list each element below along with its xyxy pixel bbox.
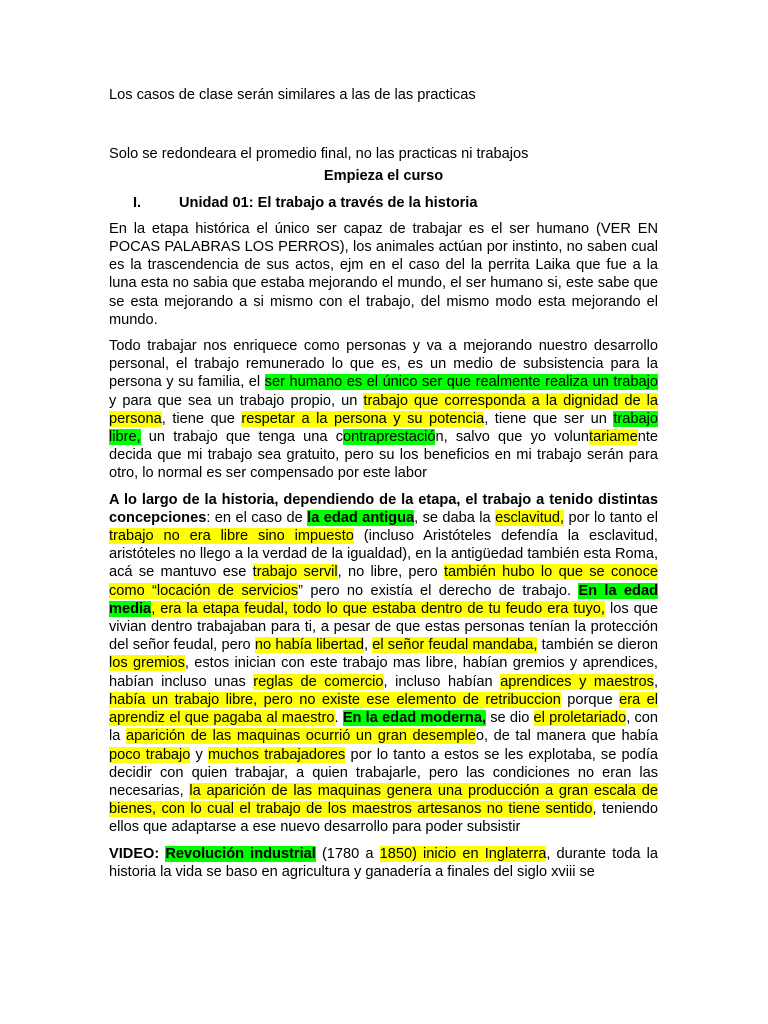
paragraph-4 [109, 845, 658, 881]
highlight-yellow: reglas de comercio [253, 673, 384, 690]
highlight-yellow: respetar a la persona y su potencia [241, 410, 485, 427]
text-run: A lo largo de la historia, dependiendo de la etapa, el trabajo a tenido distintas concepciones [109, 491, 658, 526]
text-run: también se dieron [537, 637, 658, 654]
unit-number: I. [133, 194, 142, 211]
text-run: un trabajo que tenga una c [140, 429, 343, 446]
highlight-yellow: aparición de las maquinas ocurrió un gran desemple [125, 728, 476, 745]
highlight-yellow: aprendices y maestros [500, 673, 654, 690]
highlight-green: Revolución industrial [165, 845, 316, 862]
text-run: , estos inician con este trabajo mas libre, habían gremios y aprendices, habían incluso unas [109, 655, 658, 690]
highlight-yellow: poco trabajo [109, 746, 191, 763]
highlight-green: trabajo libre, [109, 410, 658, 446]
document-page [109, 76, 658, 881]
text-run: por lo tanto a estos se les explotaba, se podía decidir con quien trabajar, a quien trabajarle, pero las condiciones no eran las necesarias, [109, 746, 658, 799]
highlight-yellow: esclavitud, [495, 509, 565, 526]
highlight-green: ontraprestació [343, 429, 436, 446]
text-run: nte decida que mi trabajo sea gratuito, pero su los beneficios en mi trabajo serán para otro, lo normal es ser compensado por este labor [109, 429, 658, 482]
highlight-yellow: no había libertad [254, 637, 364, 654]
text-run: (incluso Aristóteles defendía la esclavitud, aristóteles no llego a la verdad de la igualdad), en la antigüedad también esta Roma, acá se mantuvo ese [109, 528, 658, 581]
text-run: , con la [109, 710, 658, 745]
highlight-yellow: trabajo servil [252, 564, 338, 581]
text-run: se dio [486, 710, 534, 727]
highlight-yellow: el señor feudal mandaba, [372, 637, 538, 654]
paragraph-2 [109, 337, 658, 483]
text-run: o, de tal manera que había [475, 728, 658, 745]
highlight-yellow: también hubo lo que se conoce como “locación de servicios [109, 564, 659, 599]
text-run: y [190, 746, 208, 763]
text-run: , incluso habían [383, 673, 501, 690]
text-run: . [334, 710, 343, 727]
highlight-green: En la edad media [109, 582, 658, 617]
unit-title: Unidad 01: El trabajo a través de la historia [179, 194, 478, 211]
text-run: , tiene que [161, 410, 242, 427]
text-run: : en el caso de [206, 509, 308, 526]
text-run: por lo tanto el [564, 509, 658, 526]
highlight-green: ser humano es el único ser que realmente realiza un trabajo [264, 374, 658, 391]
highlight-yellow: la aparición de las maquinas genera una producción a gran escala de bienes, con lo cual el trabajo de los maestros artesanos no tiene sentido [109, 782, 658, 818]
highlight-yellow: 1850) inicio en Inglaterra [379, 845, 547, 862]
text-run: , tiene que ser un [484, 410, 614, 427]
text-run: y para que sea un trabajo propio, un [109, 392, 364, 409]
highlight-yellow: era el aprendiz el que pagaba al maestro [109, 691, 658, 727]
highlight-yellow: trabajo no era libre sino impuesto [109, 528, 354, 545]
text-run: ” pero no existía el derecho de trabajo. [298, 582, 579, 599]
highlight-yellow: los gremios [109, 655, 185, 672]
text-run: , teniendo ellos que adaptarse a ese nuevo desarrollo para poder subsistir [109, 801, 658, 836]
highlight-green: la edad antigua [307, 509, 415, 526]
text-run: porque [560, 691, 620, 708]
text-run: Todo trabajar nos enriquece como personas y va a mejorando nuestro desarrollo personal, el trabajo remunerado lo que es, es un medio de subsistencia para la persona y su familia, el [109, 338, 658, 391]
intro-line-2: Solo se redondeara el promedio final, no las practicas ni trabajos [109, 146, 529, 163]
highlight-green: En la edad moderna, [342, 710, 487, 727]
highlight-yellow: el proletariado [533, 710, 627, 727]
intro-line-1: Los casos de clase serán similares a las de las practicas [109, 87, 476, 103]
unit-heading [109, 194, 658, 212]
text-run: , se daba la [414, 509, 496, 526]
text-run: (1780 a [315, 845, 380, 862]
highlight-yellow: trabajo que corresponda a la dignidad de la persona [109, 392, 658, 427]
text-run: n, salvo que yo volun [435, 429, 590, 446]
paragraph-1: En la etapa histórica el único ser capaz de trabajar es el ser humano (VER EN POCAS PALABRAS LOS PERROS), los animales actúan por instinto, no saben cual es la trascendencia de sus actos, ejm en el caso del la perrita Laika que fue a la luna esta no sabia que estaba mejorando el mundo, el ser humano si, este sabe que se esta mejorando a si mismo con el trabajo, del mismo modo esta mejorando el mundo. [109, 220, 658, 328]
text-run: , no libre, pero [337, 564, 444, 581]
text-run: , [363, 637, 373, 654]
highlight-yellow: muchos trabajadores [207, 746, 346, 763]
section-heading: Empieza el curso [323, 168, 444, 185]
text-run: los que vivian dentro trabajaban para ti, a pesar de que estas personas tenían la protección del señor feudal, pero [109, 600, 658, 654]
text-run: , [653, 673, 658, 690]
paragraph-3 [109, 491, 658, 837]
highlight-yellow: tariame [589, 429, 638, 446]
highlight-yellow: había un trabajo libre, pero no existe ese elemento de retribuccion [109, 691, 561, 708]
highlight-yellow: , era la etapa feudal, todo lo que estaba dentro de tu feudo era tuyo, [151, 600, 605, 617]
text-run: , durante toda la historia la vida se baso en agricultura y ganadería a finales del siglo xviii se [109, 845, 659, 880]
text-run: VIDEO: [109, 845, 166, 862]
